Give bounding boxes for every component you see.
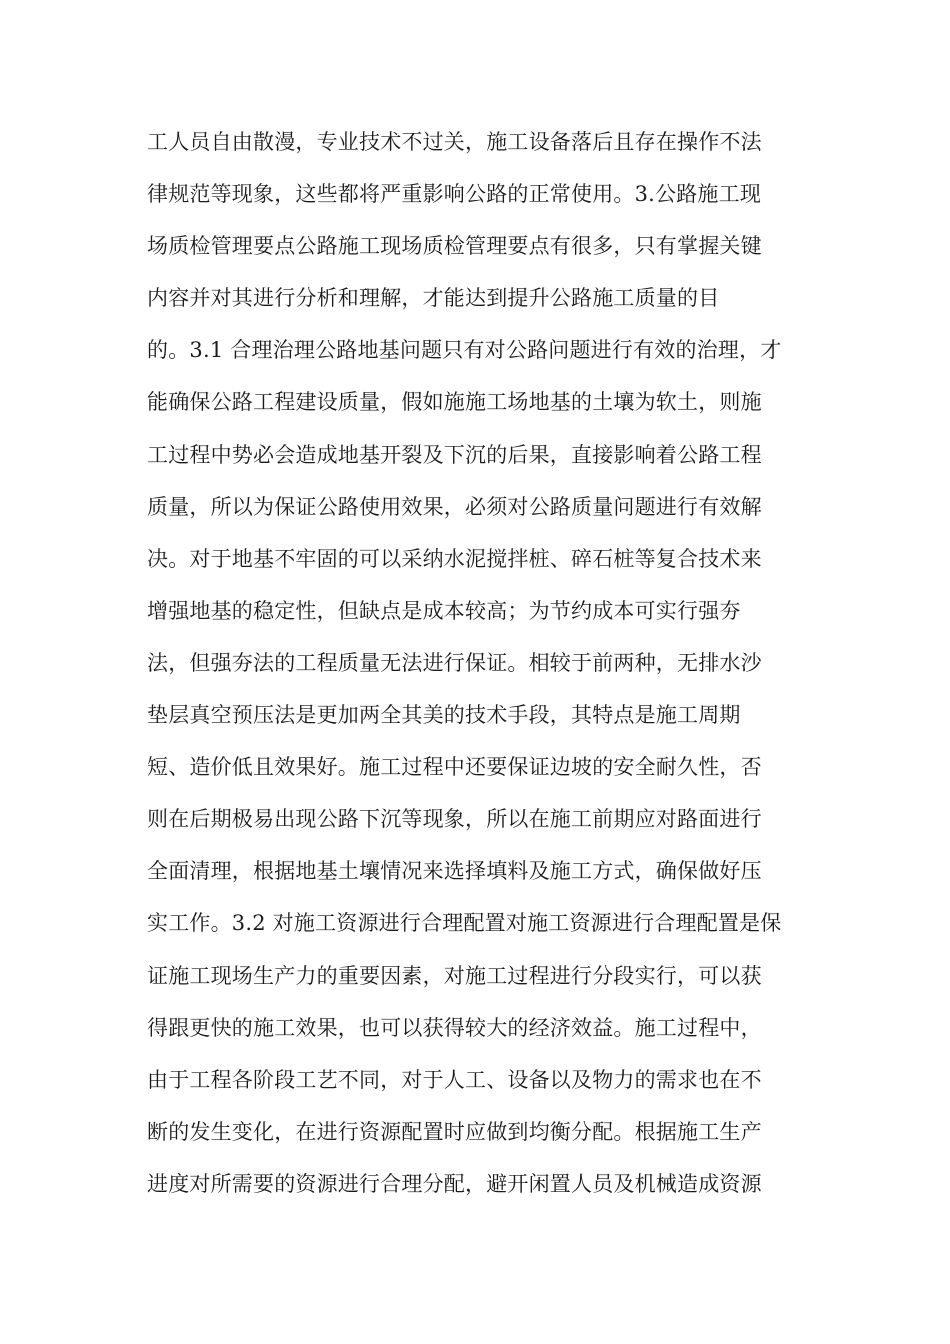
- text-line: 垫层真空预压法是更加两全其美的技术手段，其特点是施工周期: [147, 703, 741, 728]
- body-text: [147, 116, 807, 1210]
- text-line: 证施工现场生产力的重要因素，对施工过程进行分段实行，可以获: [147, 963, 762, 988]
- text-line: 断的发生变化，在进行资源配置时应做到均衡分配。根据施工生产: [147, 1119, 762, 1144]
- text-line: 法，但强夯法的工程质量无法进行保证。相较于前两种，无排水沙: [147, 650, 762, 675]
- text-line: 律规范等现象，这些都将严重影响公路的正常使用。3.公路施工现: [147, 182, 762, 207]
- text-line: 全面清理，根据地基土壤情况来选择填料及施工方式，确保做好压: [147, 859, 762, 884]
- text-line: 由于工程各阶段工艺不同，对于人工、设备以及物力的需求也在不: [147, 1067, 762, 1092]
- text-line: 短、造价低且效果好。施工过程中还要保证边坡的安全耐久性，否: [147, 755, 762, 780]
- text-line: 增强地基的稳定性，但缺点是成本较高；为节约成本可实行强夯: [147, 598, 741, 623]
- text-line: 则在后期极易出现公路下沉等现象，所以在施工前期应对路面进行: [147, 807, 762, 832]
- text-line: 决。对于地基不牢固的可以采纳水泥搅拌桩、碎石桩等复合技术来: [147, 546, 762, 571]
- text-line: 能确保公路工程建设质量，假如施施工场地基的土壤为软土，则施: [147, 390, 762, 415]
- text-line: 工人员自由散漫，专业技术不过关，施工设备落后且存在操作不法: [147, 130, 762, 154]
- text-line: 质量，所以为保证公路使用效果，必须对公路质量问题进行有效解: [147, 494, 762, 519]
- text-line: 内容并对其进行分析和理解，才能达到提升公路施工质量的目: [147, 286, 720, 311]
- text-line: 场质检管理要点公路施工现场质检管理要点有很多，只有掌握关键: [147, 234, 762, 259]
- text-line: 工过程中势必会造成地基开裂及下沉的后果，直接影响着公路工程: [147, 442, 762, 467]
- text-line: 进度对所需要的资源进行合理分配，避开闲置人员及机械造成资源: [147, 1171, 762, 1196]
- text-line: 实工作。3.2 对施工资源进行合理配置对施工资源进行合理配置是保: [147, 911, 782, 936]
- text-line: 得跟更快的施工效果，也可以获得较大的经济效益。施工过程中，: [147, 1015, 762, 1040]
- text-line: 的。3.1 合理治理公路地基问题只有对公路问题进行有效的治理，才: [147, 338, 782, 363]
